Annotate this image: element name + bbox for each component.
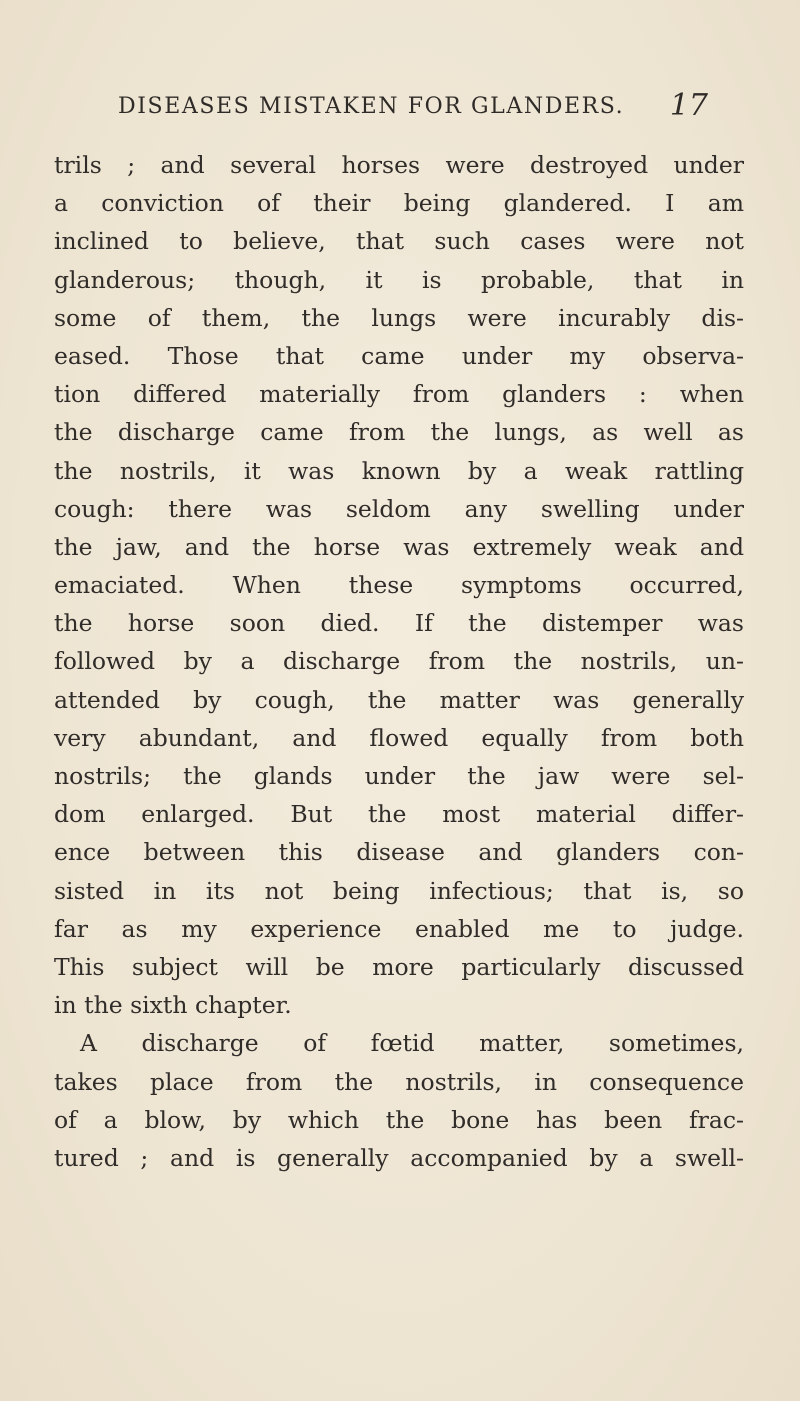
text-line: inclined to believe, that such cases were not	[54, 227, 744, 256]
text-line: A discharge of fœtid matter, sometimes,	[80, 1029, 744, 1058]
text-line: tion differed materially from glanders : when	[54, 380, 744, 409]
text-line: nostrils; the glands under the jaw were sel-	[54, 762, 744, 790]
text-line: followed by a discharge from the nostrils, un-	[54, 647, 744, 676]
text-line: ence between this disease and glanders con-	[54, 838, 744, 867]
text-line: glanderous; though, it is probable, that in	[54, 265, 744, 294]
text-line: eased. Those that came under my observa-	[54, 341, 744, 370]
text-line: cough: there was seldom any swelling under	[54, 494, 744, 523]
text-line: the jaw, and the horse was extremely weak and	[54, 532, 744, 561]
text-line: of a blow, by which the bone has been frac-	[54, 1105, 744, 1134]
text-line: a conviction of their being glandered. I am	[54, 189, 744, 218]
text-line: very abundant, and flowed equally from both	[54, 723, 744, 752]
text-line: the nostrils, it was known by a weak rattling	[54, 456, 744, 485]
text-line: sisted in its not being infectious; that is, so	[54, 876, 744, 905]
text-line: in the sixth chapter.	[54, 991, 292, 1020]
text-line: dom enlarged. But the most material differ-	[54, 800, 744, 829]
text-line: some of them, the lungs were incurably dis-	[54, 303, 744, 332]
running-head	[118, 88, 708, 124]
text-line: the horse soon died. If the distemper was	[54, 609, 744, 638]
body-text	[54, 146, 744, 1177]
chapter-heading: DISEASES MISTAKEN FOR GLANDERS.	[118, 94, 625, 119]
text-line: trils ; and several horses were destroyed under	[54, 151, 744, 179]
text-line: This subject will be more particularly discussed	[54, 952, 744, 981]
text-line: attended by cough, the matter was generally	[54, 685, 744, 714]
text-line: far as my experience enabled me to judge.	[54, 914, 744, 943]
page-number: 17	[669, 88, 708, 123]
text-line: takes place from the nostrils, in consequence	[54, 1067, 744, 1096]
text-line: the discharge came from the lungs, as well as	[54, 418, 744, 447]
text-line: emaciated. When these symptoms occurred,	[54, 571, 744, 600]
text-line: tured ; and is generally accompanied by a swell-	[54, 1143, 744, 1172]
